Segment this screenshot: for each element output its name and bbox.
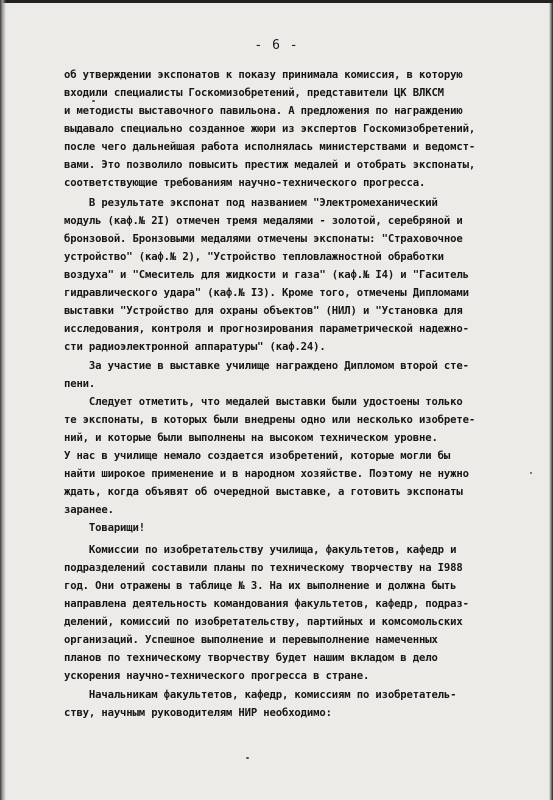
- text-line: выставки "Устройство для охраны объектов" (НИЛ) и "Установка для: [64, 305, 463, 317]
- text-line: входили специалисты Госкомизобретений, представители ЦК ВЛКСМ: [64, 87, 444, 99]
- text-line: найти широкое применение и в народном хозяйстве. Поэтому не нужно: [64, 468, 469, 480]
- text-line: Комиссии по изобретательству училища, факультетов, кафедр и: [64, 544, 457, 556]
- text-line: В результате экспонат под названием "Электромеханический: [64, 197, 438, 209]
- text-line: ждать, когда объявят об очередной выставке, а готовить экспонаты: [64, 486, 463, 498]
- text-line: делений, комиссий по изобретательству, партийных и комсомольских: [64, 616, 463, 628]
- text-line: направлена деятельность командования факультетов, кафедр, подраз-: [64, 598, 469, 610]
- text-line: устройство" (каф.№ 2), "Устройство тепловлажностной обработки: [64, 251, 444, 263]
- text-line: У нас в училище немало создается изобретений, которые могли бы: [64, 450, 451, 462]
- text-line: и методисты выставочного павильона. А предложения по награждению: [64, 105, 463, 117]
- scan-speck: [246, 757, 249, 759]
- text-line: ний, и которые были выполнены на высоком техническом уровне.: [64, 432, 438, 444]
- text-line: модуль (каф.№ 2I) отмечен тремя медалями - золотой, серебряной и: [64, 215, 463, 227]
- text-line: организаций. Успешное выполнение и перевыполнение намеченных: [64, 634, 438, 646]
- text-line: воздуха" и "Смеситель для жидкости и газа" (каф.№ I4) и "Гаситель: [64, 269, 469, 281]
- text-line: гидравлического удара" (каф.№ I3). Кроме того, отмечены Дипломами: [64, 287, 469, 299]
- text-line: после чего дальнейшая работа исполнялась министерствами и ведомст-: [64, 141, 476, 153]
- text-line: заранее.: [64, 504, 114, 516]
- page-number: - 6 -: [254, 38, 299, 53]
- text-line: Начальникам факультетов, кафедр, комиссиям по изобретатель-: [64, 689, 457, 701]
- text-line: об утверждении экспонатов к показу принимала комиссия, в которую: [64, 69, 463, 81]
- text-line: ству, научным руководителям НИР необходимо:: [64, 707, 332, 719]
- text-line: исследования, контроля и прогнозирования параметрической надежно-: [64, 323, 469, 335]
- text-line: сти радиоэлектронной аппаратуры" (каф.24).: [64, 341, 326, 353]
- text-line: год. Они отражены в таблице № 3. На их выполнение и должна быть: [64, 580, 457, 592]
- text-line: бронзовой. Бронзовыми медалями отмечены экспонаты: "Страховочное: [64, 233, 463, 245]
- text-line: соответствующие требованиям научно-технического прогресса.: [64, 177, 426, 189]
- text-line: Следует отметить, что медалей выставки были удостоены только: [64, 396, 463, 408]
- scan-speck: [92, 100, 95, 102]
- text-line: выдавало специально созданное жюри из экспертов Госкомизобретений,: [64, 123, 476, 135]
- text-line: пени.: [64, 378, 96, 390]
- text-line: За участие в выставке училище награждено Дипломом второй сте-: [64, 360, 469, 372]
- text-line: те экспонаты, в которых были внедрены одно или несколько изобрете-: [64, 414, 476, 426]
- text-heading: Товарищи!: [64, 522, 145, 534]
- scan-speck: [530, 472, 532, 474]
- text-line: подразделений составили планы по техническому творчеству на I988: [64, 562, 463, 574]
- text-line: вами. Это позволило повысить престиж медалей и отобрать экспонаты,: [64, 159, 476, 171]
- text-line: планов по техническому творчеству будет нашим вкладом в дело: [64, 652, 438, 664]
- text-line: ускорения научно-технического прогресса в стране.: [64, 670, 370, 682]
